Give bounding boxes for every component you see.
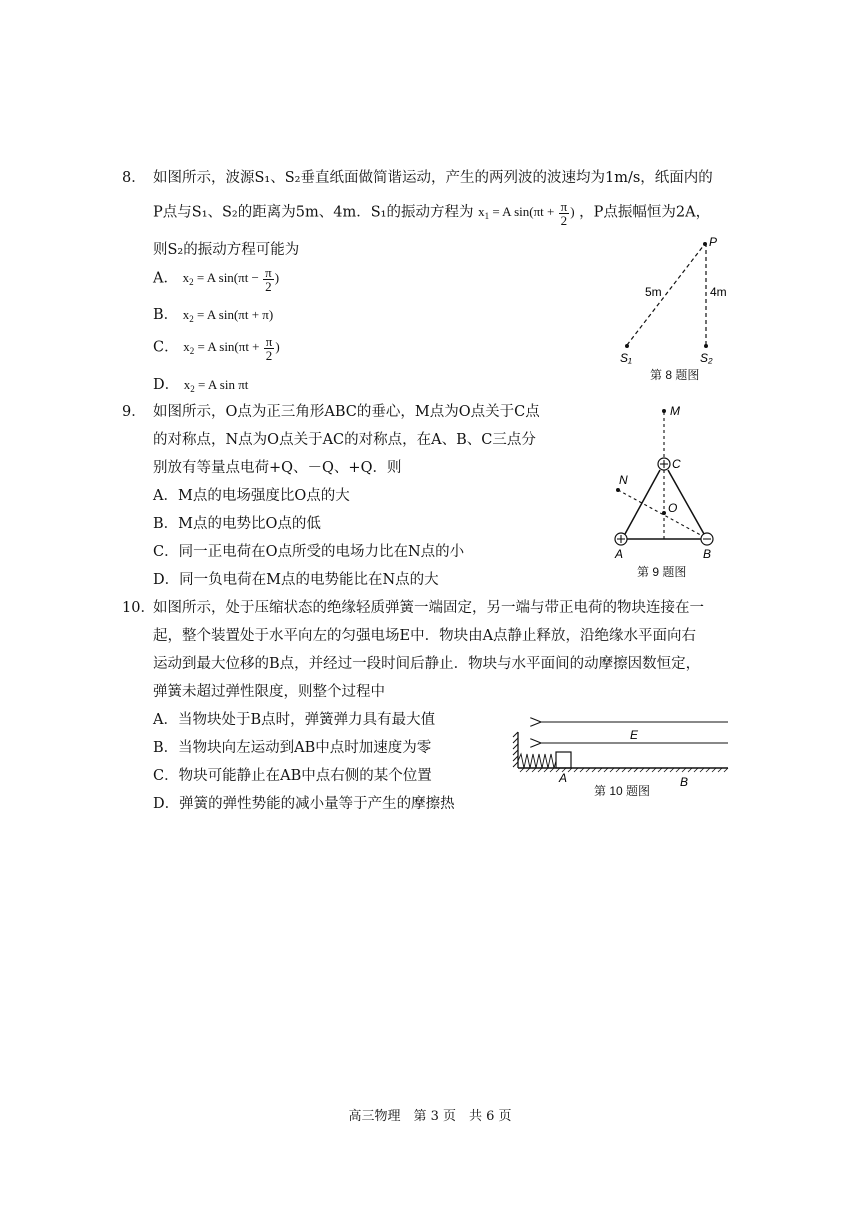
q8-line1: 如图所示，波源S₁、S₂垂直纸面做简谐运动，产生的两列波的波速均为1m/s，纸面内的 [153,170,713,186]
q9-fig-label-a: A [615,547,624,561]
q8-line2-text-a: P点与S₁、S₂的距离为5m、4m．S₁的振动方程为 [153,204,474,221]
q9-line3: 别放有等量点电荷+Q、－Q、+Q．则 [153,460,402,476]
q10-option-b: B．当物块向左运动到AB中点时加速度为零 [153,740,432,756]
q8-line2-text-b: ，P点振幅恒为2A， [579,204,711,221]
q9-option-d: D．同一负电荷在M点的电势能比在N点的大 [153,572,439,588]
q8-figure-caption: 第 8 题图 [650,368,700,382]
q10-fig-label-b: B [680,775,689,789]
q9-fig-charge-a [615,533,627,545]
q9-fig-label-n: N [619,473,628,487]
q10-fig-block [556,752,571,768]
q8-option-b-equation: $x_2 = A$ sin(πt + π) [182,307,274,324]
q8-fig-label-4m: 4m [710,285,727,299]
q8-option-d: D． $x_2 = A$ sin πt [153,377,249,394]
q8-option-b: B． $x_2 = A$ sin(πt + π) [153,307,274,324]
q9-fig-side-ac [625,470,660,534]
q8-option-c-equation: $x_2 = A$ sin(πt + $\frac{\pi}{2}$ ) [183,334,280,363]
q9-figure-caption: 第 9 题图 [637,565,687,579]
q9-line2: 的对称点，N点为O点关于AC的对称点，在A、B、C三点分 [153,432,536,448]
q10-line2: 起，整个装置处于水平向左的匀强电场E中．物块由A点静止释放，沿绝缘水平面向右 [153,628,697,644]
q8-line3: 则S₂的振动方程可能为 [153,242,300,258]
q9-fig-charge-c [658,458,670,470]
q8-fig-label-s1: S₁ [620,351,632,365]
q10-line3: 运动到最大位移的B点，并经过一段时间后静止．物块与水平面间的动摩擦因数恒定， [153,656,701,672]
q10-option-d: D．弹簧的弹性势能的减小量等于产生的摩擦热 [153,796,455,812]
q10-figure-caption: 第 10 题图 [594,784,651,798]
q9-line1: 如图所示，O点为正三角形ABC的垂心，M点为O点关于C点 [153,404,540,420]
q9-figure [605,400,730,565]
q8-fig-label-5m: 5m [645,285,662,299]
q8-option-a: A． $x_2 = A$ sin(πt − $\frac{\pi}{2}$ ) [153,265,280,294]
q8-fig-label-p: P [709,235,718,249]
q8-s1-equation: $x_1 = A$ sin(πt + $\frac{\pi}{2}$ ) [478,199,575,228]
q10-line1: 如图所示，处于压缩状态的绝缘轻质弹簧一端固定，另一端与带正电荷的物块连接在一 [153,600,704,616]
q10-option-c: C．物块可能静止在AB中点右侧的某个位置 [153,768,432,784]
q8-fig-point-s1 [625,344,629,348]
q9-fig-point-o [662,511,666,515]
page-footer: 高三物理 第 3 页 共 6 页 [348,1109,512,1124]
q8-line2 [153,200,710,227]
q10-option-a: A．当物块处于B点时，弹簧弹力具有最大值 [153,712,436,728]
q8-fig-line-s1-p [627,245,704,345]
q8-option-a-equation: $x_2 = A$ sin(πt − $\frac{\pi}{2}$ ) [182,265,280,294]
q9-number: 9． [122,404,146,420]
q9-fig-point-n [616,488,620,492]
q9-option-c: C．同一正电荷在O点所受的电场力比在N点的小 [153,544,465,560]
q9-option-b: B．M点的电势比O点的低 [153,516,321,532]
q9-fig-point-m [662,409,666,413]
q8-number: 8． [122,170,146,186]
q8-option-c: C． $x_2 = A$ sin(πt + $\frac{\pi}{2}$ ) [153,334,280,363]
q8-option-d-equation: $x_2 = A$ sin πt [183,377,249,394]
q10-fig-label-e: E [630,728,639,742]
q8-figure [610,230,740,370]
q9-fig-label-m: M [670,404,680,418]
q8-fig-point-s2 [704,344,708,348]
q10-fig-spring [518,754,556,768]
q10-number: 10． [122,600,155,616]
q8-fig-label-s2: S₂ [700,351,713,365]
q10-figure [510,710,735,790]
q9-fig-label-o: O [668,501,678,515]
q10-fig-label-a: A [559,771,568,785]
q9-fig-label-b: B [703,547,712,561]
q10-fig-wall [513,732,518,768]
q9-fig-label-c: C [672,457,681,471]
q10-line4: 弹簧未超过弹性限度，则整个过程中 [153,684,385,700]
q8-fig-point-p [703,242,707,246]
q9-option-a: A．M点的电场强度比O点的大 [153,488,350,504]
q9-fig-charge-b [701,533,713,545]
